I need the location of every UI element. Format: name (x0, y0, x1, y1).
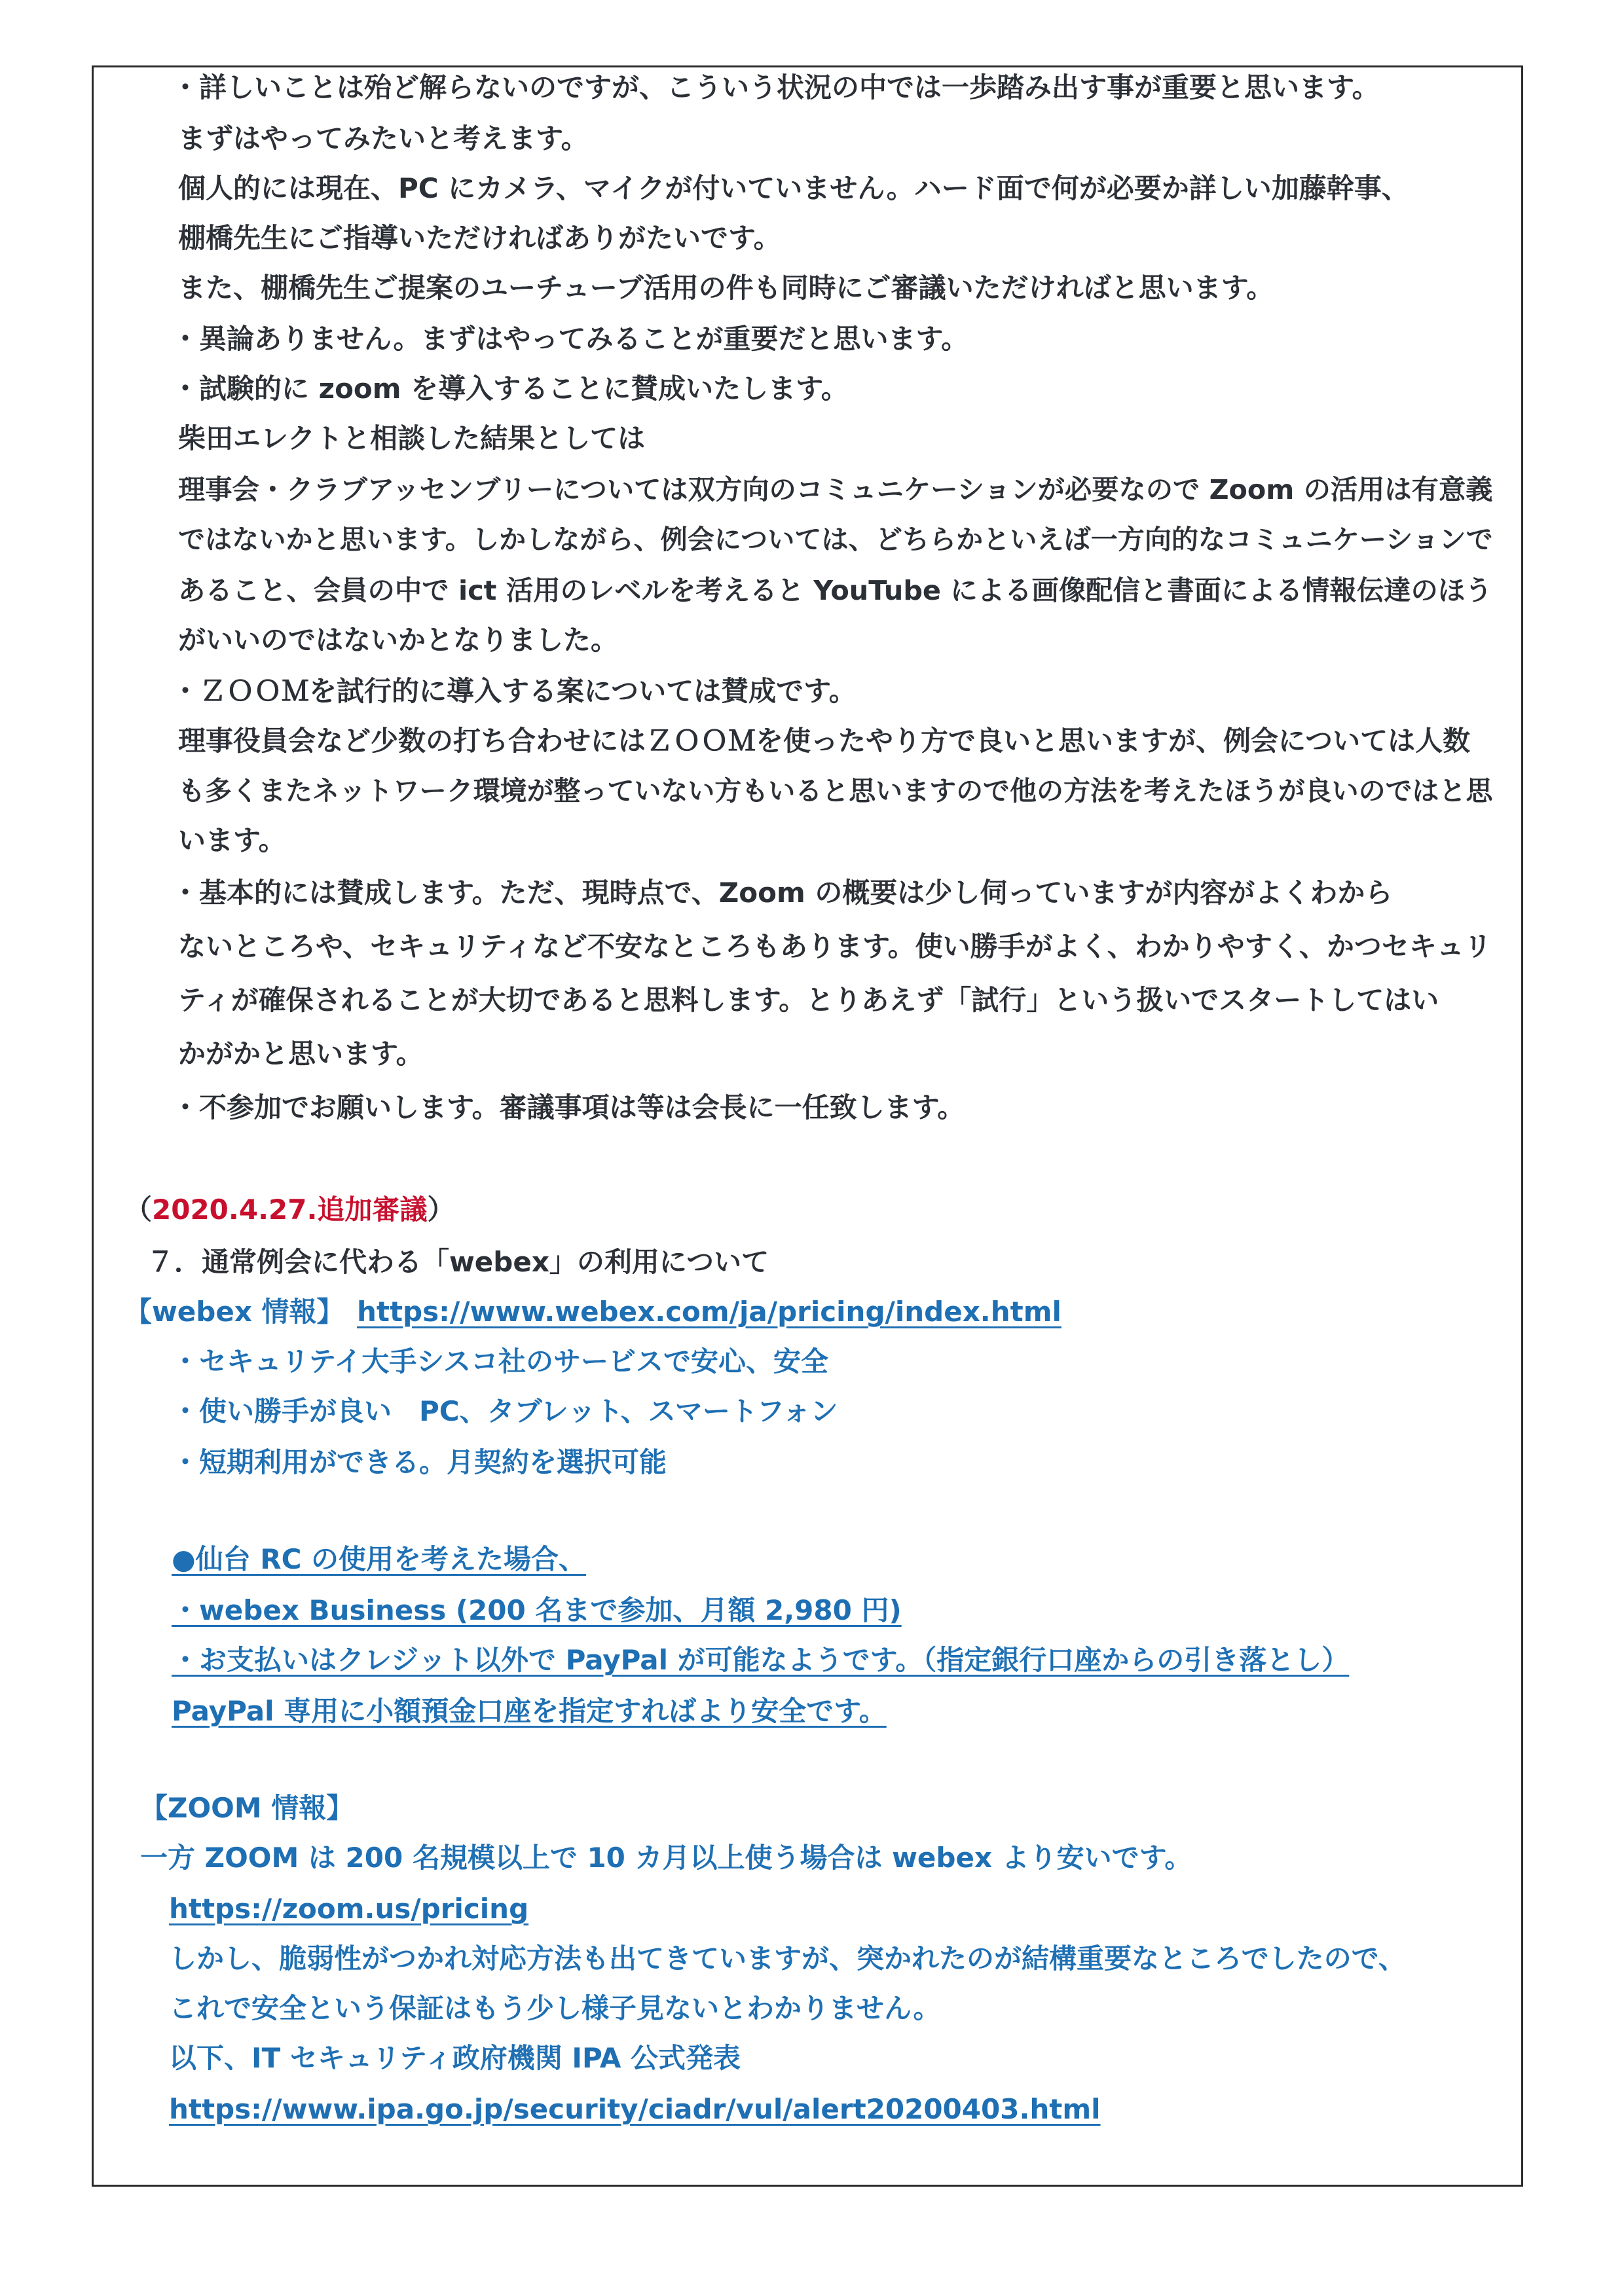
comment-line: あること、会員の中で ict 活用のレベルを考えると YouTube による画像配信と書面による情報伝達のほう (178, 575, 1492, 606)
webex-feature: ・短期利用ができる。月契約を選択可能 (172, 1446, 667, 1478)
agenda-item-title: ７．通常例会に代わる「webex」の利用について (147, 1246, 769, 1278)
comment-line: かがかと思います。 (178, 1038, 424, 1070)
comment-line: また、棚橋先生ご提案のユーチューブ活用の件も同時にご審議いただければと思います。 (178, 272, 1274, 304)
webex-info-label: 【webex 情報】 (124, 1296, 344, 1328)
zoom-info-label: 【ZOOM 情報】 (140, 1792, 354, 1824)
comment-line: 個人的には現在、PC にカメラ、マイクが付いていません。ハード面で何が必要か詳しい加藤幹事、 (178, 172, 1409, 204)
zoom-pricing-link[interactable]: https://zoom.us/pricing (169, 1893, 529, 1925)
sendai-rc-heading: ●仙台 RC の使用を考えた場合、 (172, 1543, 587, 1575)
comment-line: 柴田エレクトと相談した結果としては (178, 422, 646, 454)
webex-pricing-link[interactable]: https://www.webex.com/ja/pricing/index.html (357, 1296, 1061, 1328)
paypal-note: PayPal 専用に小額預金口座を指定すればより安全です。 (172, 1695, 887, 1727)
comment-line: がいいのではないかとなりました。 (178, 624, 619, 656)
comment-line: 理事会・クラブアッセンブリーについては双方向のコミュニケーションが必要なので Zoom の活用は有意義 (178, 474, 1493, 505)
comment-line: ないところや、セキュリティなど不安なところもあります。使い勝手がよく、わかりやすく、かつセキュリ (178, 930, 1492, 962)
comment-line: ではないかと思います。しかしながら、例会については、どちらかといえば一方向的なコミュニケーションで (178, 524, 1493, 555)
webex-feature: ・使い勝手が良い PC、タブレット、スマートフォン (172, 1395, 838, 1427)
zoom-intro: 一方 ZOOM は 200 名規模以上で 10 カ月以上使う場合は webex より安いです。 (140, 1842, 1192, 1874)
comment-line: も多くまたネットワーク環境が整っていない方もいると思いますので他の方法を考えたほうが良いのではと思 (178, 775, 1493, 807)
zoom-body-line: 以下、IT セキュリティ政府機関 IPA 公式発表 (169, 2042, 741, 2074)
paren-open: （ (124, 1194, 153, 1226)
payment-note: ・お支払いはクレジット以外で PayPal が可能なようです。（指定銀行口座からの引き落とし） (172, 1644, 1350, 1676)
zoom-body-line: これで安全という保証はもう少し様子見ないとわかりません。 (169, 1992, 941, 2024)
comment-line: ・不参加でお願いします。審議事項は等は会長に一任致します。 (172, 1091, 965, 1123)
webex-business-plan: ・webex Business (200 名まで参加、月額 2,980 円) (172, 1594, 902, 1626)
additional-deliberation-heading (124, 1192, 454, 1228)
deliberation-date: 2020.4.27.追加審議 (152, 1194, 428, 1226)
ipa-alert-link[interactable]: https://www.ipa.go.jp/security/ciadr/vul/alert20200403.html (169, 2093, 1101, 2125)
comment-line: ・詳しいことは殆ど解らないのですが、こういう状況の中では一歩踏み出す事が重要と思います。 (172, 71, 1380, 103)
comment-line: まずはやってみたいと考えます。 (178, 122, 589, 155)
comment-line: ・基本的には賛成します。ただ、現時点で、Zoom の概要は少し伺っていますが内容がよくわから (172, 877, 1393, 909)
paren-close: ） (427, 1194, 455, 1226)
webex-feature: ・セキュリテイ大手シスコ社のサービスで安心、安全 (172, 1345, 828, 1377)
comment-line: ティが確保されることが大切であると思料します。とりあえず「試行」という扱いでスタートしてはい (178, 984, 1439, 1016)
comment-line: 理事役員会など少数の打ち合わせにはＺＯＯＭを使ったやり方で良いと思いますが、例会については人数 (178, 725, 1471, 757)
zoom-body-line: しかし、脆弱性がつかれ対応方法も出てきていますが、突かれたのが結構重要なところでしたので、 (169, 1942, 1406, 1975)
comment-line: ・ＺＯＯＭを試行的に導入する案については賛成です。 (172, 675, 857, 707)
comment-line: ・異論ありません。まずはやってみることが重要だと思います。 (172, 323, 969, 355)
comment-line: 棚橋先生にご指導いただければありがたいです。 (178, 222, 781, 254)
comment-line: います。 (178, 824, 286, 856)
comment-line: ・試験的に zoom を導入することに賛成いたします。 (172, 373, 849, 405)
